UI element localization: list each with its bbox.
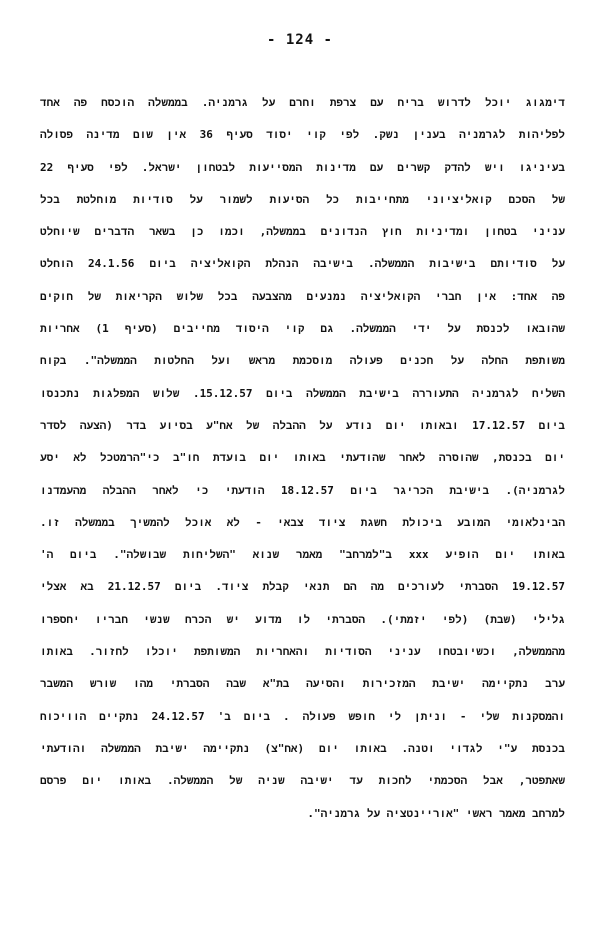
text-line: מהממשלה, וכשיובטחו עניני הסודיות והאחריות המשותפת יוכלו לחזור. באותו (40, 645, 565, 659)
text-line: בכנסת ע"י לגדוי וטנה. באותו יום (אח"צ) נתקיימה ישיבת הממשלה והודעתי (40, 741, 565, 755)
text-line: 19.12.57 הסברתי לעורכים מה הם תנאי קבלת ציוד. ביום 21.12.57 בא אצלי (40, 580, 565, 594)
text-line: למרחב מאמר ראשי "אוריינטציה על גרמניה". (307, 806, 565, 820)
text-line: גלילי (שבת) (לפי יזמתי). הסברתי לו מדוע יש הכרח שנשי חבריו יחספרו (40, 612, 565, 626)
text-line: של הסכם קואליציוני מתחייבות כל הסיעות לשמור על סודיות מוחלטת בכל (40, 192, 565, 206)
body-text (40, 93, 565, 836)
text-line: יום בכנסת, שהוסרה לאחר שהודעתי באותו יום בועדת חו"ב כי"הרמטכל לא יסע (40, 451, 565, 465)
text-line: על סודיותם בישיבות הממשלה. בישיבה הנהלת הקואליציה ביום 24.1.56 הוחלט (40, 257, 565, 271)
text-line: השליח לגרמניה התעוררה בישיבת הממשלה ביום 15.12.57. שלוש המפלגות נתכנסו (40, 386, 565, 400)
text-line: ביום 17.12.57 ובאותו יום נודע על ההבלה של אח"ע בסיוע בדר (הצעה לסדר (40, 418, 565, 432)
text-line: עניני בטחון ומדיניות חוץ הנדונים בממשלה, וכמו כן בשאר הדברים שיוחלט (40, 225, 565, 239)
text-line: משותפת החלה על חכנים פעולה מוסכמת מראש ועל החלטות הממשלה". בקוח (40, 354, 565, 368)
text-line: ערב נתקיימה ישיבת המזכירות והסיעה בת"א שבה הסברתי מהו שורש המשבר (40, 677, 565, 691)
text-line: באותו יום הופיע xxx ב"למרחב" מאמר שנוא "השליחות שבושלה". ביום ה' (40, 548, 565, 562)
text-line: לגרמניה). בישיבת הכריגר ביום 18.12.57 הודעתי כי לאחר ההבלה מהעמדנו (40, 483, 565, 497)
text-line: שאתפטר, אבל הסכמתי לחכות עד ישיבה שניה של הממשלה. באותו יום פרסם (40, 774, 565, 788)
text-line: דימגוג יוכל לדרוש בריח עם צרפת וחרם על גרמניה. בממשלה הוכסח פה אחד (40, 96, 565, 109)
text-line: לפליהות לגרמניה בענין נשק. לפי קוי יסוד סעיף 36 אין שום מדינה פסולה (40, 128, 565, 142)
page-number: - 124 - (266, 32, 333, 48)
text-line: פה אחד: אין חברי הקואליציה נמנעים מהצבעה בכל שלוש הקריאות של חוקים (40, 289, 565, 303)
text-line: והמסקנות שלי - וניתן לי חופש פעולה . ביום ב' 24.12.57 נתקיים הוויכוח (40, 709, 565, 723)
text-line: הבינלאומי המובע ביכולת חשגת ציוד צבאי - לא אוכל להמשיך בממשלה זו. (40, 515, 565, 529)
text-line: בעיניגו ויש להדק קשרים עם מדינות המסייעות לבטחון ישראל. לפי סעיף 22 (40, 160, 565, 174)
text-line: שהובאו לכנסת על ידי הממשלה. גם קוי היסוד מחייבים (סעיף 1) אחריות (40, 322, 565, 336)
